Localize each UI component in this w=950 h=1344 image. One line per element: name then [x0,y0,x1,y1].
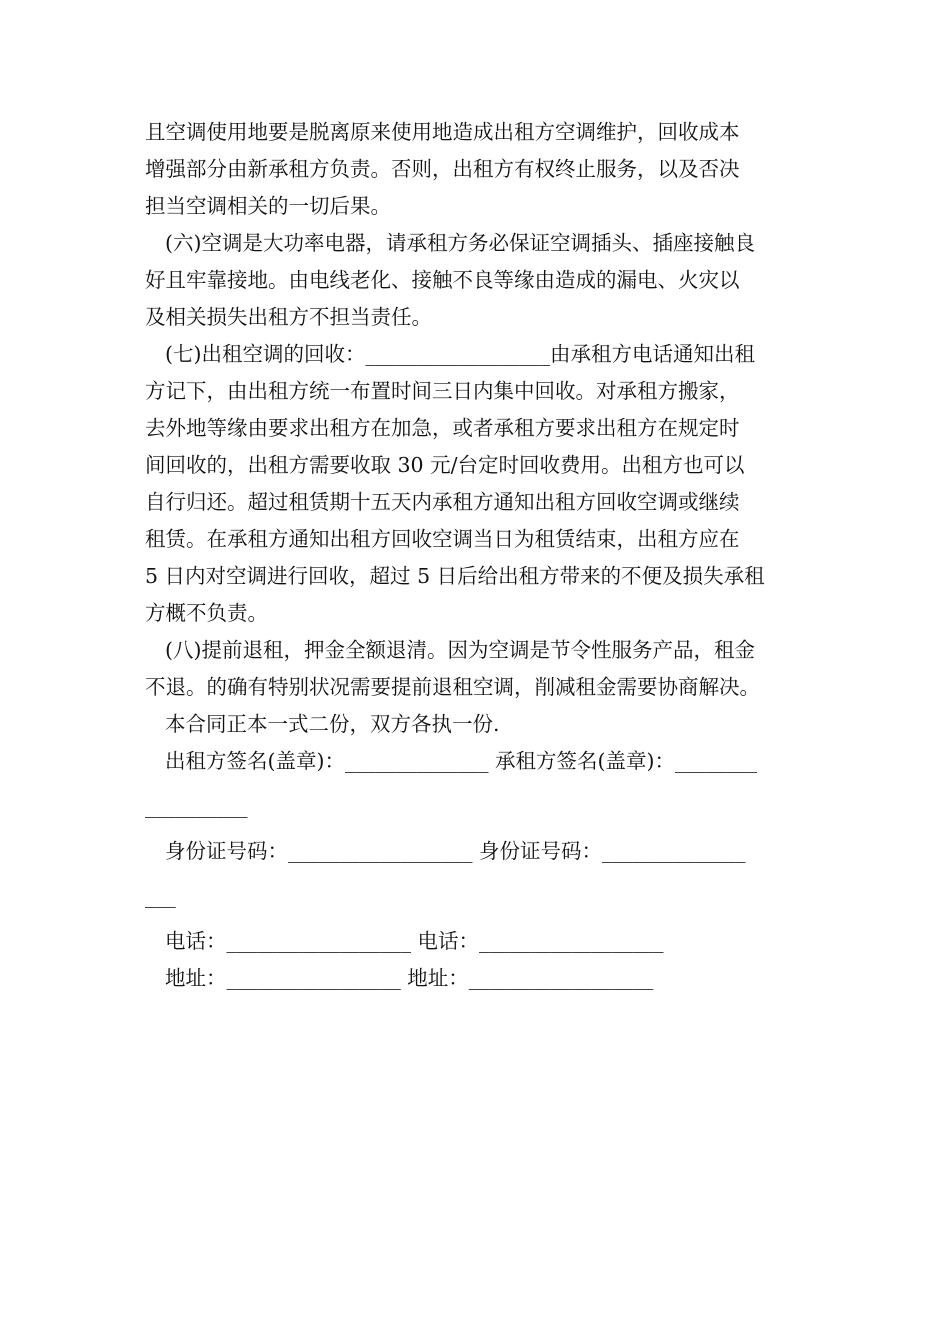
document-page [145,114,810,997]
text-line: 且空调使用地要是脱离原来使用地造成出租方空调维护，回收成本 [145,120,740,144]
text-line: 好且牢靠接地。由电线老化、接触不良等缘由造成的漏电、火灾以 [145,268,740,292]
signature-line-continued: __________ [145,794,248,818]
text-line: 自行归还。超过租赁期十五天内承租方通知出租方回收空调或继续 [145,490,740,514]
text-line: 不退。的确有特别状况需要提前退租空调，削减租金需要协商解决。 [145,675,760,699]
signature-line: 出租方签名(盖章)：______________ 承租方签名(盖章)：________ [165,749,758,773]
clause-eight: (八)提前退租，押金全额退清。因为空调是节令性服务产品，租金 [165,638,755,662]
text-line: 增强部分由新承租方负责。否则，出租方有权终止服务，以及否决 [145,157,740,181]
phone-line: 电话：__________________ 电话：__________________ [165,929,664,953]
address-line: 地址：_________________ 地址：__________________ [165,966,654,990]
text-line: 租赁。在承租方通知出租方回收空调当日为租赁结束，出租方应在 [145,527,740,551]
text-line: 去外地等缘由要求出租方在加急，或者承租方要求出租方在规定时 [145,416,740,440]
text-line: 方记下，由出租方统一布置时间三日内集中回收。对承租方搬家， [145,379,740,403]
clause-six: (六)空调是大功率电器，请承租方务必保证空调插头、插座接触良 [165,231,755,255]
clause-seven: (七)出租空调的回收：__________________由承租方电话通知出租 [165,342,755,366]
text-line: 方概不负责。 [145,601,268,625]
id-number-line-continued: ___ [145,884,176,908]
text-line: 及相关损失出租方不担当责任。 [145,305,432,329]
text-line: 间回收的，出租方需要收取 30 元/台定时回收费用。出租方也可以 [145,453,745,477]
id-number-line: 身份证号码：__________________ 身份证号码：______________ [165,839,746,863]
text-line: 5 日内对空调进行回收，超过 5 日后给出租方带来的不便及损失承租 [145,564,765,588]
copies-statement: 本合同正本一式二份，双方各执一份. [165,712,500,736]
text-line: 担当空调相关的一切后果。 [145,194,391,218]
